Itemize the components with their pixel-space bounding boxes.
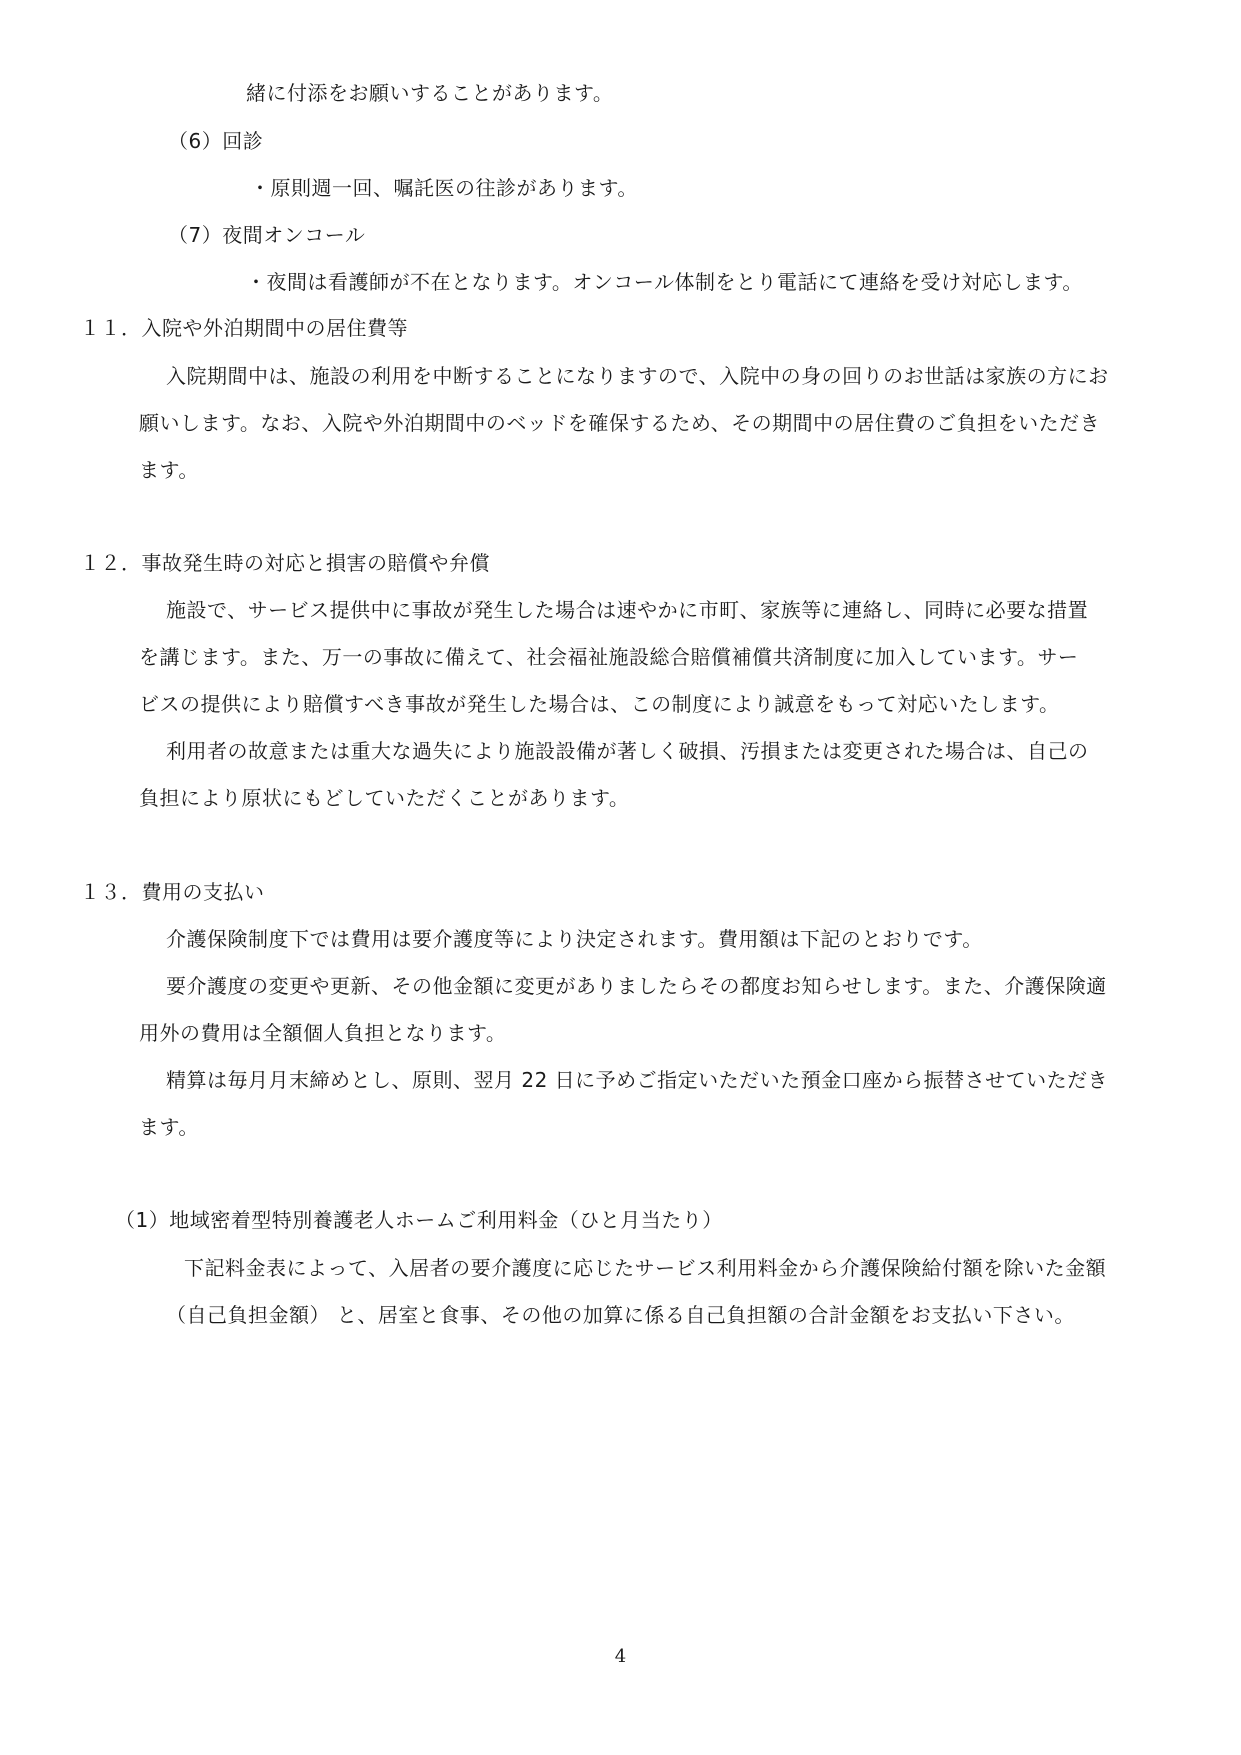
page-number: 4 [614,1646,627,1667]
continuation-line: 緒に付添をお願いすることがあります。 [246,81,614,105]
sub-item-1-title: （1）地域密着型特別養護老人ホームご利用料金（ひと月当たり） [115,1208,723,1232]
section-12-line: 負担により原状にもどしていただくことがあります。 [139,786,630,810]
section-13-line: 精算は毎月月末締めとし、原則、翌月 22 日に予めご指定いただいた預金口座から振替させていただき [166,1068,1109,1092]
item-6-text: ・原則週一回、嘱託医の往診があります。 [250,176,638,200]
section-12-heading: １２．事故発生時の対応と損害の賠償や弁償 [80,551,490,575]
item-7-title: （7）夜間オンコール [168,223,366,247]
section-11-line: 入院期間中は、施設の利用を中断することになりますので、入院中の身の回りのお世話は家族の方にお [166,364,1109,388]
item-7-text: ・夜間は看護師が不在となります。オンコール体制をとり電話にて連絡を受け対応します。 [246,270,1083,294]
section-13-line: 用外の費用は全額個人負担となります。 [139,1021,507,1045]
section-13-line: 介護保険制度下では費用は要介護度等により決定されます。費用額は下記のとおりです。 [166,927,983,951]
section-13-line: 要介護度の変更や更新、その他金額に変更がありましたらその都度お知らせします。また、介護保険適 [166,974,1107,998]
item-6-title: （6）回診 [168,129,264,153]
sub-item-1-line: （自己負担金額） と、居室と食事、その他の加算に係る自己負担額の合計金額をお支払い下さい。 [166,1303,1075,1327]
section-11-line: 願いします。なお、入院や外泊期間中のベッドを確保するため、その期間中の居住費のご負担をいただき [139,411,1101,435]
section-12-line: 利用者の故意または重大な過失により施設設備が著しく破損、汚損または変更された場合は、自己の [166,739,1089,763]
section-12-line: ビスの提供により賠償すべき事故が発生した場合は、この制度により誠意をもって対応いたします。 [139,692,1060,716]
section-13-heading: １３．費用の支払い [80,880,265,904]
sub-item-1-line: 下記料金表によって、入居者の要介護度に応じたサービス利用料金から介護保険給付額を除いた金額 [184,1256,1107,1280]
section-12-line: 施設で、サービス提供中に事故が発生した場合は速やかに市町、家族等に連絡し、同時に必要な措置 [166,598,1089,622]
section-11-heading: １１．入院や外泊期間中の居住費等 [80,316,408,340]
section-12-line: を講じます。また、万一の事故に備えて、社会福祉施設総合賠償補償共済制度に加入しています。サー [139,645,1079,669]
section-11-line: ます。 [139,458,199,482]
section-13-line: ます。 [139,1115,199,1139]
